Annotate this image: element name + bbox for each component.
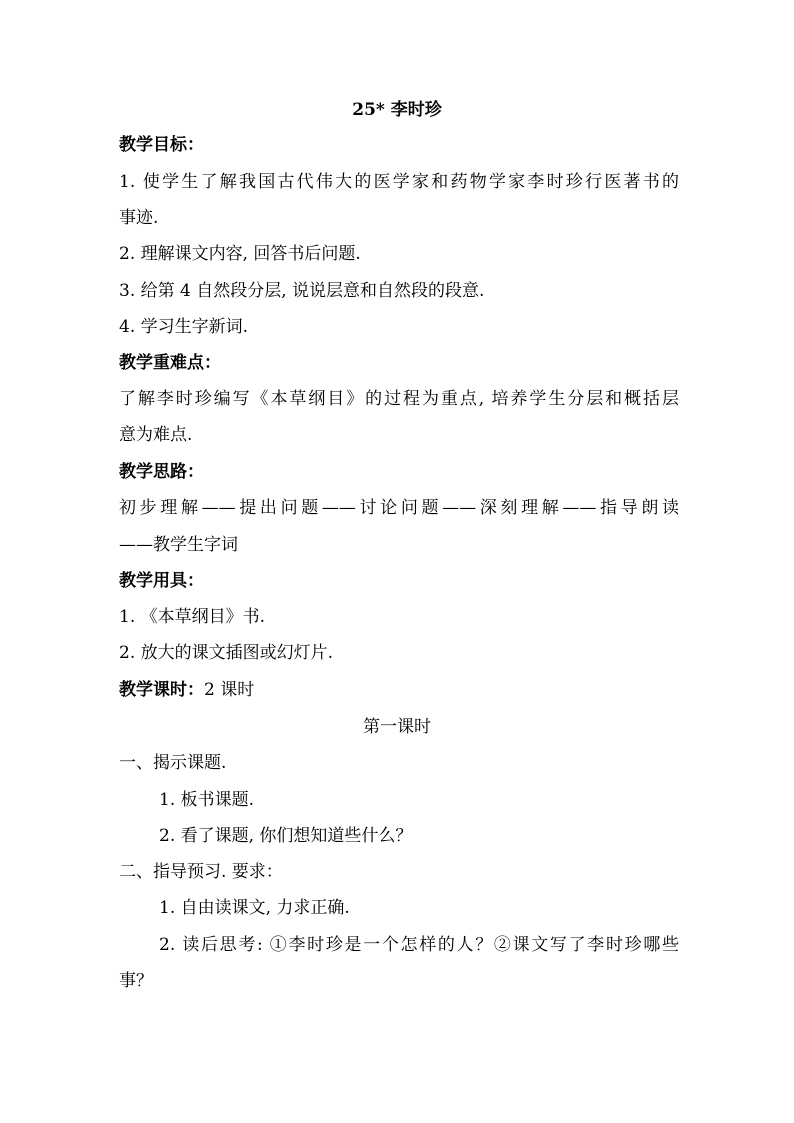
class-hours (119, 678, 679, 702)
goal-1-line-2: 事迹. (119, 208, 159, 228)
step-2-item-2-line-2: 事？ (119, 971, 153, 991)
tool-2: 2. 放大的课文插图或幻灯片. (119, 643, 334, 663)
goal-1-line-1: 1. 使学生了解我国古代伟大的医学家和药物学家李时珍行医著书的 (119, 172, 679, 192)
goal-4: 4. 学习生字新词. (119, 317, 249, 337)
approach-line-2: ——教学生字词 (119, 535, 238, 555)
tool-1: 1. 《本草纲目》书. (119, 607, 266, 627)
tools-heading: 教学用具： (119, 571, 204, 591)
approach-heading: 教学思路： (119, 462, 204, 482)
goals-heading: 教学目标： (119, 135, 204, 155)
key-points-heading: 教学重难点： (119, 353, 221, 373)
class-hours-label: 教学课时： (119, 680, 204, 700)
goal-3: 3. 给第 4 自然段分层, 说说层意和自然段的段意. (119, 281, 485, 301)
key-points-line-1: 了解李时珍编写《本草纲目》的过程为重点, 培养学生分层和概括层 (119, 389, 679, 409)
step-1: 一、揭示课题. (119, 753, 227, 773)
approach-line-1: 初步理解——提出问题——讨论问题——深刻理解——指导朗读 (119, 498, 679, 518)
lesson-heading: 第一课时 (363, 717, 431, 737)
class-hours-value: 2 课时 (204, 680, 255, 700)
step-2-item-1: 1. 自由读课文, 力求正确. (159, 898, 350, 918)
goal-2: 2. 理解课文内容, 回答书后问题. (119, 244, 361, 264)
step-1-item-1: 1. 板书课题. (159, 790, 255, 810)
page-title: 25* 李时珍 (352, 100, 442, 120)
step-2: 二、指导预习. 要求： (119, 862, 283, 882)
key-points-line-2: 意为难点. (119, 425, 193, 445)
step-2-item-2-line-1: 2. 读后思考: ①李时珍是一个怎样的人？②课文写了李时珍哪些 (159, 935, 679, 955)
step-1-item-2: 2. 看了课题, 你们想知道些什么？ (159, 826, 413, 846)
